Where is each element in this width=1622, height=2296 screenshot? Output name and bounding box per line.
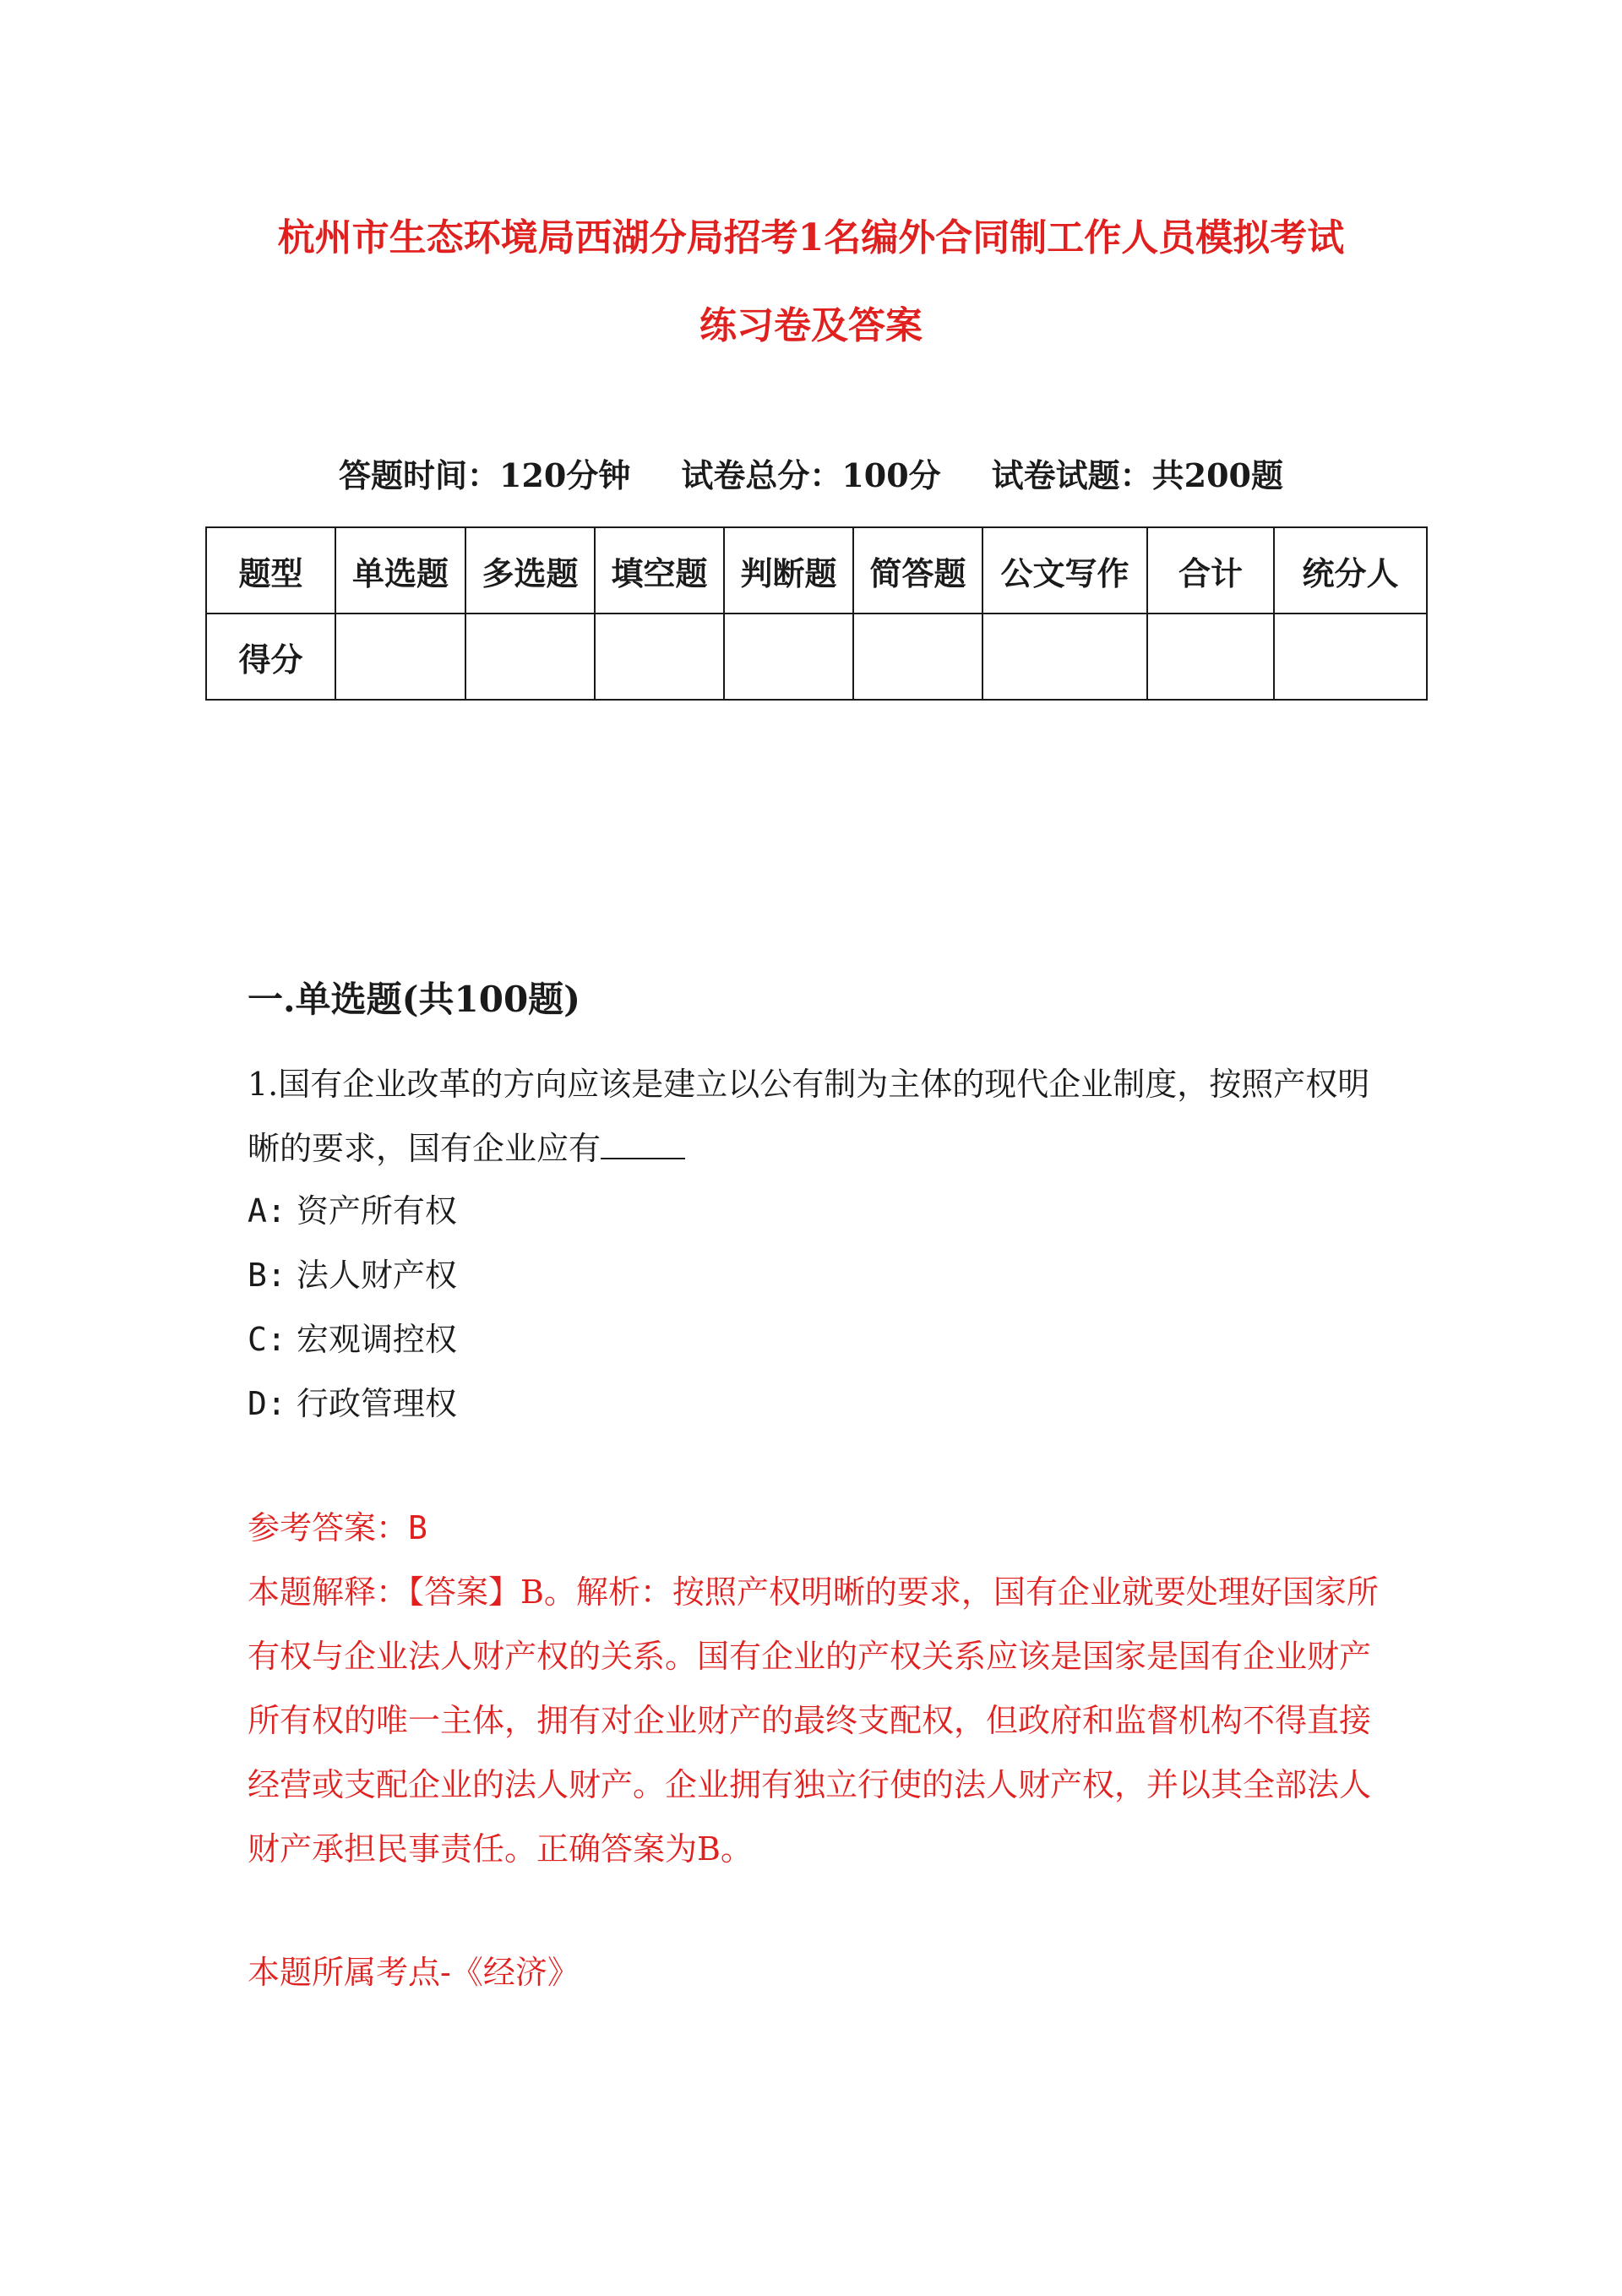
score-table-header-row — [206, 527, 1427, 614]
score-table-score-row — [206, 614, 1427, 700]
answer-value: B — [408, 1509, 427, 1546]
question-options — [248, 1179, 457, 1436]
option-letter: B: — [248, 1257, 286, 1294]
option-c — [248, 1307, 457, 1372]
answer-block — [248, 1496, 1380, 1881]
score-cell — [982, 614, 1147, 700]
option-a — [248, 1179, 457, 1243]
score-table-header-cell: 单选题 — [335, 527, 465, 614]
option-text: 法人财产权 — [296, 1257, 457, 1294]
score-cell — [1147, 614, 1274, 700]
section-heading: 一.单选题(共100题) — [248, 979, 581, 1020]
option-letter: A: — [248, 1192, 286, 1230]
score-table-header-cell: 多选题 — [465, 527, 595, 614]
option-letter: D: — [248, 1385, 286, 1422]
exam-time: 答题时间：120分钟 — [339, 456, 631, 494]
question-text: 1.国有企业改革的方向应该是建立以公有制为主体的现代企业制度，按照产权明晰的要求，国有企业应有 — [248, 1066, 1370, 1167]
score-table-header-cell: 判断题 — [724, 527, 853, 614]
score-table-header-cell: 填空题 — [595, 527, 724, 614]
option-text: 行政管理权 — [296, 1385, 457, 1422]
option-text: 宏观调控权 — [296, 1321, 457, 1358]
score-cell — [1274, 614, 1427, 700]
score-table-header-cell: 统分人 — [1274, 527, 1427, 614]
exam-total-questions: 试卷试题：共200题 — [991, 456, 1283, 494]
score-cell — [724, 614, 853, 700]
score-table-header-cell: 题型 — [206, 527, 335, 614]
score-row-label: 得分 — [206, 614, 335, 700]
score-table — [205, 526, 1428, 701]
option-text: 资产所有权 — [296, 1192, 457, 1230]
answer-blank — [601, 1132, 685, 1159]
score-cell — [595, 614, 724, 700]
score-cell — [335, 614, 465, 700]
option-d — [248, 1372, 457, 1436]
exam-info — [0, 455, 1622, 497]
score-table-header-cell: 合计 — [1147, 527, 1274, 614]
exam-total-score: 试卷总分：100分 — [681, 456, 941, 494]
option-letter: C: — [248, 1321, 286, 1358]
knowledge-point: 本题所属考点-《经济》 — [248, 1954, 580, 1991]
score-table-header-cell: 公文写作 — [982, 527, 1147, 614]
document-title-line-2: 练习卷及答案 — [699, 304, 923, 347]
answer-label: 参考答案： — [248, 1509, 409, 1546]
reference-answer — [248, 1496, 1380, 1560]
score-cell — [853, 614, 982, 700]
answer-explanation: 本题解释：【答案】B。解析：按照产权明晰的要求，国有企业就要处理好国家所有权与企业法人财产权的关系。国有企业的产权关系应该是国家是国有企业财产所有权的唯一主体，拥有对企业财产的最终支配权，但政府和监督机构不得直接经营或支配企业的法人财产。企业拥有独立行使的法人财产权，并以其全部法人财产承担民事责任。正确答案为B。 — [248, 1573, 1379, 1868]
score-cell — [465, 614, 595, 700]
question-stem — [248, 1052, 1380, 1181]
score-table-header-cell: 简答题 — [853, 527, 982, 614]
document-title-line-1: 杭州市生态环境局西湖分局招考1名编外合同制工作人员模拟考试 — [277, 216, 1345, 259]
option-b — [248, 1243, 457, 1307]
